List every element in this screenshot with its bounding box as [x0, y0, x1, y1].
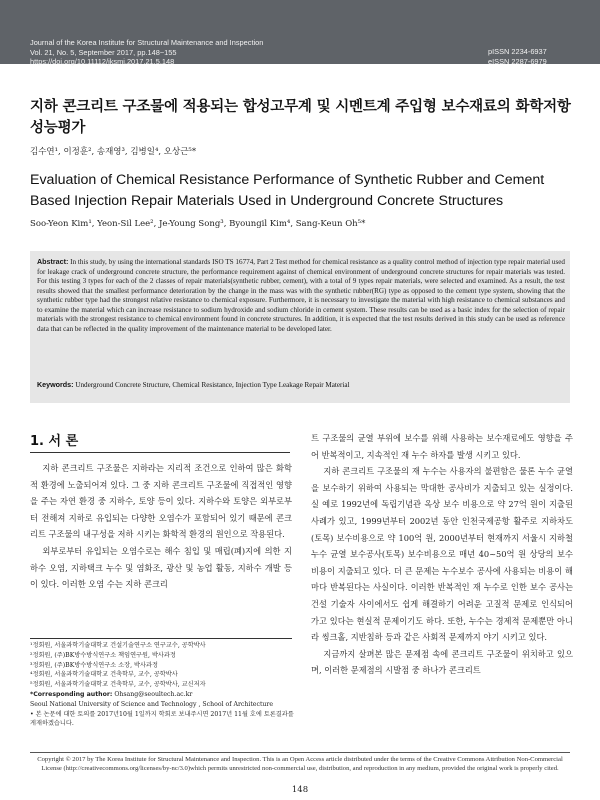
copyright-notice: Copyright © 2017 by The Korea Institute for Structural Maintenance and Inspection. This is an Open Access article distributed under the terms of the Creative Commons Attribution Non-Commercial License (http://creativecommons.org/licenses/by-nc/3.0)which permits unrestricted non-commercial use, distribution, and reproduction in any medium, provided the original work is properly cited. [37, 756, 563, 773]
footnote-item: ⁴정회원, 서울과학기술대학교 건축학부, 교수, 공학박사 [30, 671, 178, 679]
abstract-label: Abstract: [37, 258, 69, 266]
paragraph: 지하 콘크리트 구조물은 지하라는 지리적 조건으로 인하여 많은 화학적 환경에 노출되어져 있다. 그 중 지하 콘크리트 구조물에 직접적인 영향을 주는 자연 환경 중 지하수, 토양 등이 있다. 지하수와 토양은 외부로부터 전해져 지하로 유입되는 다양한 오염수가 포함되어 있기 때문에 콘크리트 구조물의 내구성을 저하 시키는 화학적 환경의 원인으로 작용된다. [30, 463, 292, 540]
abstract-box [30, 251, 570, 403]
corresponding-email[interactable]: Ohsang@seoultech.ac.kr [112, 690, 193, 698]
eissn: eISSN 2287-6979 [488, 56, 547, 66]
journal-info [30, 38, 263, 67]
paragraph: 지하 콘크리트 구조물의 재 누수는 사용자의 불편함은 물론 누수 균열을 보수하기 위하여 사용되는 막대한 공사비가 지출되고 있는 실정이다. 실 예로 1992년에 독립기념관 옥상 보수 비용으로 약 27억 원이 지출된 사례가 있고, 1999년부터 2002년 동안 인천국제공항 활주로 지하차도(토목) 보수비용으로 약 100억 원, 2000년부터 현재까지 서울시 지하철 누수 균열 보수공사(토목) 보수비용으로 매년 40~50억 원 상당의 보수비용이 지출되고 있다. 더 큰 문제는 누수보수 공사에 사용되는 비용이 해마다 반복된다는 사실이다. 이러한 반복적인 재 누수로 인한 보수 공사는 건설 기술자 사이에서도 쉽게 해결하기 어려운 고질적 문제로 인식되어 가고 있다는 현실적 문제이기도 하다. 또한, 누수는 경제적 문제뿐만 아니라 씽크홀, 지반침하 등과 같은 사회적 문제까지 야기 시키고 있다. [311, 466, 573, 643]
page-number: 148 [291, 785, 309, 795]
paragraph: 외부로부터 유입되는 오염수로는 해수 침입 및 매립(폐)지에 의한 지하수 오염, 지하택크 누수 및 염화조, 광산 및 농업 활동, 지하수 개발 등이 있다. 이러한 오염 수는 지하 콘크리 [30, 545, 292, 590]
issn-info [488, 47, 547, 66]
english-title: Evaluation of Chemical Resistance Performance of Synthetic Rubber and Cement Based Injection Repair Materials Used in Underground Concrete Structures [30, 172, 545, 209]
abstract-text: In this study, by using the international standards ISO TS 16774, Part 2 Test method for chemical resistance as a quality control method of injection type repair material used for leakage crack of underground concrete structure, the performance requirement against of chemical environment of underground concrete structures for repair materials was tested. For this testing 3 types for each of the 2 classes of repair materials(synthetic rubber, cement), with a total of 9 types repair materials, were selected and examined. As a result, the test results showed that the smallest performance deterioration by the change in the mass was with the synthetic rubber(RG) type as opposed to the cement type system, showing that the synthetic rubber type had the strongest relative resistance to chemical exposure. Furthermore, it is necessary to investigate the material with high resistance to chemical substances and to examine the material which can increase resistance to sodium hydroxide and sodium chloride in cement system. These results can be used as a basic index for the selection of repair materials with the strongest resistance to chemical environment found in concrete structures. In addition, it is expected that the test results derived in this study can be used as reference data that can be reflected in the quality improvement of the maintenance material to be developed later. [37, 258, 565, 333]
paragraph: 지금까지 살펴본 많은 문제점 속에 콘크리트 구조물이 위치하고 있으며, 이러한 문제점의 시발점 중 하나가 콘크리트 [311, 648, 573, 676]
section-divider [30, 452, 290, 453]
keywords-label: Keywords: [37, 381, 74, 389]
footnote-item: ²정회원, (주)BK방수방식연구소 책임연구원, 박사과정 [30, 651, 176, 659]
journal-volume: Vol. 21, No. 5, September 2017, pp.148~155 [30, 47, 177, 57]
abstract [37, 258, 565, 334]
english-authors: Soo-Yeon Kim¹, Yeon-Sil Lee², Je-Young Song³, Byoungil Kim⁴, Sang-Keun Oh⁵* [30, 219, 366, 229]
corresponding-author [30, 690, 295, 700]
pissn: pISSN 2234-6937 [488, 47, 547, 56]
discussion-note: • 본 논문에 대한 토의를 2017년10월 1일까지 학회로 보내주시면 2017년 11월 호에 토론결과를 게재하겠습니다. [30, 710, 294, 728]
journal-name: Journal of the Korea Institute for Structural Maintenance and Inspection [30, 38, 264, 47]
footnote-item: ¹정회원, 서울과학기술대학교 건설기술연구소 연구교수, 공학박사 [30, 642, 206, 649]
footnote-divider [30, 638, 292, 639]
copyright-divider [30, 752, 570, 753]
footnote-item: ⁵정회원, 서울과학기술대학교 건축학부, 교수, 공학박사, 교신저자 [30, 681, 206, 689]
korean-title: 지하 콘크리트 구조물에 적용되는 합성고무계 및 시멘트계 주입형 보수재료의 화학저항성능평가 [30, 99, 571, 136]
doi-link[interactable]: https://doi.org/10.11112/jksmi.2017.21.5.148 [30, 57, 175, 67]
footnote-item: ³정회원, (주)BK방수방식연구소 소장, 박사과정 [30, 661, 158, 669]
footnotes [30, 641, 295, 729]
paragraph: 트 구조물의 균열 부위에 보수를 위해 사용하는 보수재료에도 영향을 주어 반복적이고, 지속적인 재 누수 하자를 발생 시키고 있다. [311, 433, 573, 460]
korean-authors: 김수연¹, 이정훈², 송재영³, 김병일⁴, 오상근⁵* [30, 147, 197, 157]
keywords-text: Underground Concrete Structure, Chemical Resistance, Injection Type Leakage Repair Material [73, 381, 350, 389]
body-right-column [311, 430, 573, 679]
body-left-column [30, 460, 292, 593]
affiliation: Seoul National University of Science and Technology , School of Architecture [30, 700, 274, 708]
keywords [37, 381, 565, 389]
section-heading: 1. 서 론 [30, 434, 79, 449]
corresponding-label: *Corresponding author: [30, 690, 113, 698]
journal-header-band [0, 0, 600, 67]
